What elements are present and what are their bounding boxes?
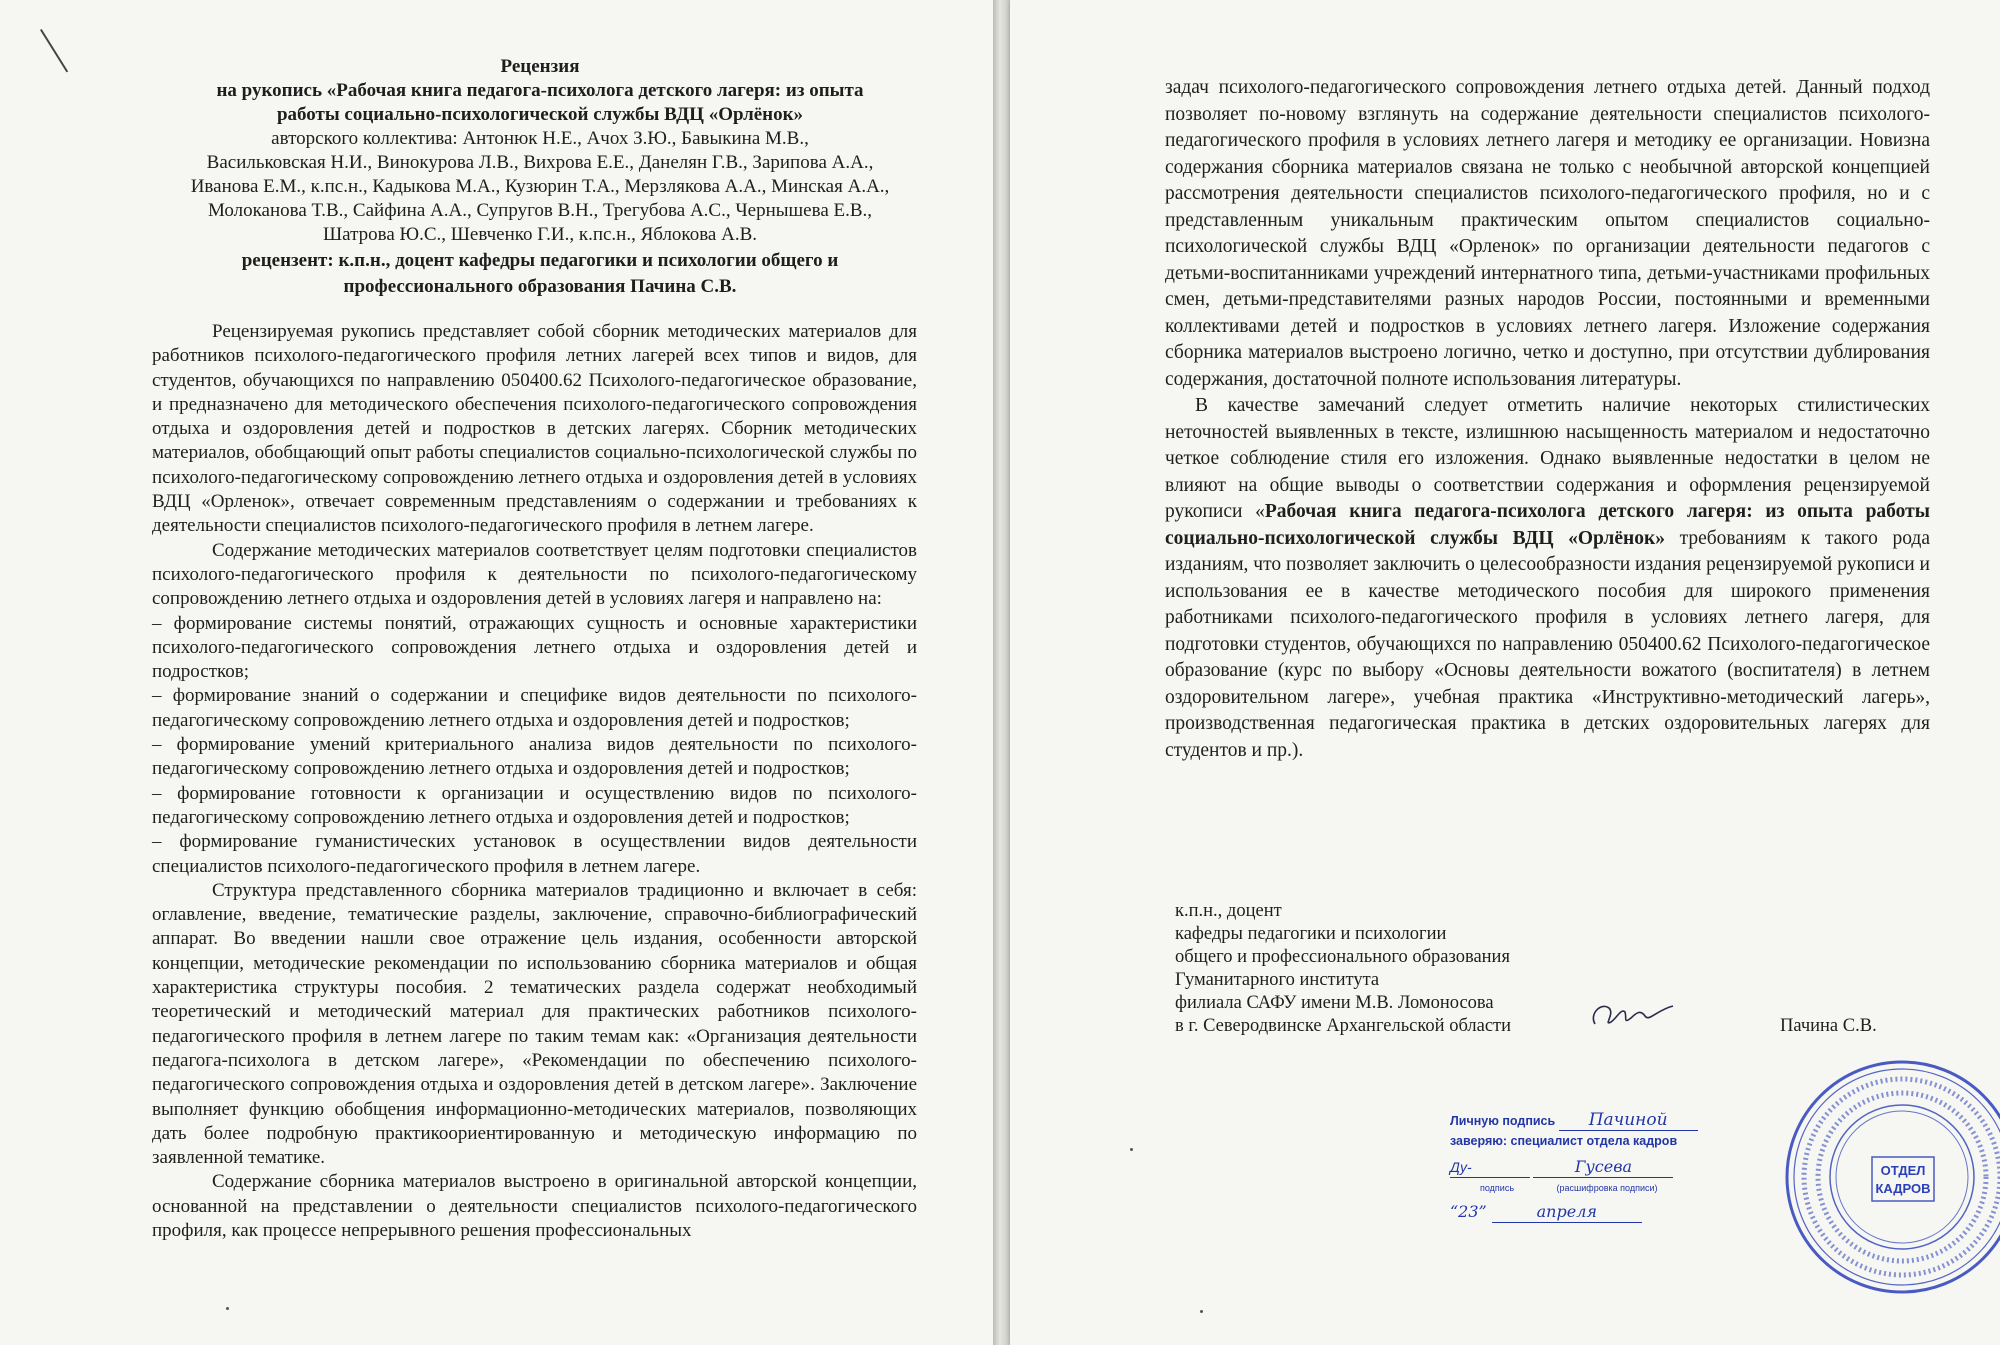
signer-name: Пачина С.В. [1780,1016,1877,1036]
signer-position: к.п.н., доцент [1175,901,1282,921]
paragraph [1165,393,1930,764]
paragraph: задач психолого-педагогического сопровождения летнего отдыха детей. Данный подход позволяет по-новому взглянуть на содержание деятельности специалистов психолого-педагогического профиля в условиях летнего лагеря и методику ее организации. Новизна содержания сборника материалов связана не только с необычной авторской концепцией рассмотрения деятельности специалистов психолого-педагогического профиля, но и с представленным уникальным практическим опытом специалистов социально-психологической службы ВДЦ «Орленок» по организации деятельности педагогов с детьми-воспитанниками учреждений интернатного типа, детьми-участниками профильных смен, детьми-представителями разных народов России, постоянными и временными коллективами детей и подростков в условиях летнего лагеря. Изложение содержания сборника материалов выстроено логично, четко и доступно, при отсутствии дублирования содержания, достаточной полноте использования литературы. [1165,77,1930,390]
signer-position: в г. Северодвинске Архангельской области [1175,1016,1512,1036]
certification-line [1450,1157,1698,1178]
certification-text [1450,1110,1698,1223]
specialist-name: Гусева [1533,1157,1673,1178]
specialist-signature: Ду- [1450,1157,1530,1178]
list-item: – формирование гуманистических установок в осуществлении видов деятельности специалистов психолого-педагогического профиля в летнем лагере. [152,831,917,877]
authors-line: Шатрова Ю.С., Шевченко Г.И., к.пс.н., Яблокова А.В. [323,224,757,245]
list-item: – формирование готовности к организации и осуществлению видов по психолого-педагогическому сопровождению летнего отдыха и оздоровления детей и подростков; [152,782,917,828]
certification-label: Личную подпись [1450,1114,1556,1128]
speck [1200,1310,1203,1313]
hr-certification [1450,1060,1970,1300]
list-item: – формирование системы понятий, отражающих сущность и основные характеристики психолого-педагогического сопровождения летнего отдыха и оздоровления детей и подростков; [152,612,917,683]
right-body [1165,75,1930,764]
reviewer-line2: профессионального образования Пачина С.В. [343,276,737,297]
document-title: Рецензия [500,56,580,77]
left-body [152,320,917,1243]
signer-position: филиала САФУ имени М.В. Ломоносова [1175,993,1494,1013]
paragraph: Содержание методических материалов соответствует целям подготовки специалистов психолого-педагогического профиля к деятельности по психолого-педагогическому сопровождению летнего отдыха и оздоровления детей в условиях лагеря и направлено на: [152,539,917,610]
date-day: “23” [1450,1202,1487,1221]
handwritten-signature [1587,996,1677,1036]
right-page [1010,0,2000,1345]
list-item: – формирование умений критериального анализа видов деятельности по психолого-педагогическому сопровождению летнего отдыха и оздоровления детей и подростков; [152,734,917,780]
book-gutter [993,0,1010,1345]
speck [226,1307,229,1310]
authors-line: Васильковская Н.И., Винокурова Л.В., Вихрова Е.Е., Данелян Г.В., Зарипова А.А., [206,152,874,173]
header-block [150,55,930,299]
caption-sign: подпись [1480,1183,1515,1193]
manuscript-title-bold: Рабочая книга педагога-психолога детского лагеря: из опыта работы социально-психологической службы ВДЦ «Орлёнок» [1165,501,1930,549]
signer-position: Гуманитарного института [1175,970,1380,990]
signature-block [1175,900,1935,1038]
certification-date [1450,1202,1698,1223]
paragraph-part: требованиям к такого рода изданиям, что позволяет заключить о целесообразности издания рецензируемой рукописи и использования ее в качестве методического пособия для широкого применения работниками психолого-педагогического профиля в условиях летнего лагеря, для подготовки студентов, обучающихся по направлению 050400.62 Психолого-педагогическое образование (курс по выбору «Основы деятельности вожатого (воспитателя) в летнем оздоровительном лагере», учебная практика «Инструктивно-методический лагерь», производственная педагогическая практика в детских оздоровительных лагерях для студентов и пр.). [1165,527,1930,761]
authors-line: Молоканова Т.В., Сайфина А.А., Супругов В.Н., Трегубова А.С., Чернышева Е.В., [207,200,873,221]
manuscript-title-line2: работы социально-психологической службы ВДЦ «Орлёнок» [276,104,804,125]
paragraph: Рецензируемая рукопись представляет собой сборник методических материалов для работников психолого-педагогического профиля летних лагерей всех типов и видов, для студентов, обучающихся по направлению 050400.62 Психолого-педагогическое образование, и предназначено для методического обеспечения психолого-педагогического сопровождения отдыха и оздоровления детей и подростков в детских лагерях. Сборник методических материалов, обобщающий опыт работы специалистов социально-психологической службы по психолого-педагогическому сопровождению летнего отдыха и оздоровления детей в условиях ВДЦ «Орленок», отвечает современным представлениям о содержании и требованиях к деятельности специалистов психолого-педагогического профиля в летнем лагере. [152,321,917,537]
official-stamp [1780,1055,2000,1300]
certification-line [1450,1110,1698,1131]
paragraph: Содержание сборника материалов выстроено в оригинальной авторской концепции, основанной на представлении о деятельности специалистов психолого-педагогического профиля, как процессе непрерывного решения профессиональных [152,1171,917,1241]
authors-line: Иванова Е.М., к.пс.н., Кадыкова М.А., Кузюрин Т.А., Мерзлякова А.А., Минская А.А., [190,176,890,197]
certified-name: Пачиной [1559,1110,1698,1131]
stamp-center-line2: КАДРОВ [1875,1181,1931,1196]
speck [1130,1148,1133,1151]
signer-position: кафедры педагогики и психологии [1175,924,1447,944]
certification-line: заверяю: специалист отдела кадров [1450,1134,1678,1148]
paragraph-part: В качестве замечаний следует отметить наличие некоторых стилистических неточностей выявленных в тексте, излишнюю насыщенность материалом и недостаточно четкое соблюдение стиля его изложения. Однако выявленные недостатки в целом не влияют на общие выводы о соответствии содержания и оформления рецензируемой рукописи « [1165,395,1930,522]
date-month: апреля [1492,1202,1642,1223]
reviewer-line1: рецензент: к.п.н., доцент кафедры педагогики и психологии общего и [241,250,839,271]
certification-captions [1450,1178,1698,1198]
authors-line: авторского коллектива: Антонюк Н.Е., Ачох З.Ю., Бавыкина М.В., [271,128,809,149]
manuscript-title-line1: на рукопись «Рабочая книга педагога-психолога детского лагеря: из опыта [216,80,864,101]
paragraph: Структура представленного сборника материалов традиционно и включает в себя: оглавление, введение, тематические разделы, заключение, справочно-библиографический аппарат. Во введении нашли свое отражение цель издания, особенности авторской концепции, методические рекомендации по использованию сборника материалов и общая характеристика структуры пособия. 2 тематических раздела содержат необходимый теоретический и методический материал для практических работников психолого-педагогического профиля в летнем лагере по таким темам как: «Организация деятельности педагога-психолога в детском лагере», «Рекомендации по обеспечению психолого-педагогического сопровождения отдыха и оздоровления детей в детском лагере». Заключение выполняет функцию обобщения информационно-методических материалов, позволяющих дать более подробную практикоориентированную и методическую информацию по заявленной тематике. [152,879,917,1169]
stamp-center-line1: ОТДЕЛ [1880,1163,1926,1178]
signer-position: общего и профессионального образования [1175,947,1510,967]
left-page [0,0,993,1345]
pen-mark [40,18,85,72]
list-item: – формирование знаний о содержании и специфике видов деятельности по психолого-педагогическому сопровождению летнего отдыха и оздоровления детей и подростков; [152,685,917,731]
caption-decode: (расшифровка подписи) [1556,1183,1658,1193]
